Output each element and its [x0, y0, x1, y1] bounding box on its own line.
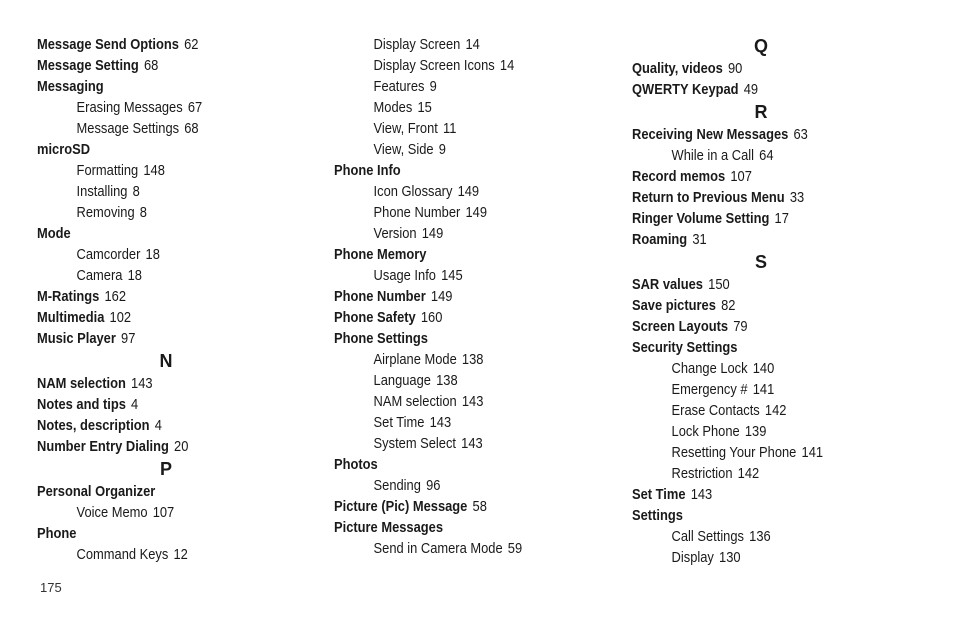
index-entry	[334, 454, 583, 475]
entry-term: Send in Camera Mode	[373, 540, 503, 557]
entry-page-ref: 12	[173, 546, 188, 563]
index-entry	[37, 139, 286, 160]
entry-page-ref: 9	[438, 141, 446, 158]
entry-term: microSD	[37, 141, 91, 158]
index-entry	[632, 484, 890, 505]
entry-page-ref: 82	[721, 297, 736, 314]
index-subentry	[334, 181, 583, 202]
entry-term: Display Screen	[373, 36, 461, 53]
entry-term: Change Lock	[671, 360, 748, 377]
index-subentry	[37, 544, 286, 565]
index-subentry	[334, 76, 583, 97]
entry-term: Message Send Options	[37, 36, 179, 53]
entry-page-ref: 11	[443, 120, 457, 137]
entry-page-ref: 138	[461, 351, 484, 368]
entry-term: NAM selection	[37, 375, 126, 392]
entry-page-ref: 143	[131, 375, 153, 392]
entry-term: Roaming	[632, 231, 688, 248]
entry-term: Set Time	[373, 414, 425, 431]
entry-term: Receiving New Messages	[632, 126, 789, 143]
entry-page-ref: 90	[727, 60, 743, 77]
index-entry	[632, 58, 890, 79]
entry-term: Version	[373, 225, 417, 242]
index-subentry	[334, 349, 583, 370]
index-subentry	[632, 421, 890, 442]
entry-term: Multimedia	[37, 309, 105, 326]
entry-page-ref: 63	[793, 126, 808, 143]
entry-page-ref: 62	[184, 36, 199, 53]
entry-term: Airplane Mode	[373, 351, 457, 368]
entry-page-ref: 14	[499, 57, 515, 74]
index-entry	[37, 436, 286, 457]
entry-term: Number Entry Dialing	[37, 438, 169, 455]
entry-page-ref: 160	[420, 309, 443, 326]
index-entry	[632, 505, 890, 526]
index-entry	[37, 55, 286, 76]
entry-page-ref: 141	[801, 444, 824, 461]
index-entry	[37, 34, 286, 55]
index-entry	[37, 394, 286, 415]
entry-term: Record memos	[632, 168, 726, 185]
entry-term: Camcorder	[76, 246, 141, 263]
entry-page-ref: 107	[152, 504, 175, 521]
entry-page-ref: 14	[465, 36, 480, 53]
page-number: 175	[40, 580, 62, 595]
entry-term: System Select	[373, 435, 457, 452]
index-subentry	[37, 244, 286, 265]
index-subentry	[37, 181, 286, 202]
entry-term: Save pictures	[632, 297, 716, 314]
entry-term: M-Ratings	[37, 288, 100, 305]
entry-page-ref: 162	[104, 288, 127, 305]
entry-page-ref: 107	[730, 168, 752, 185]
entry-term: Messaging	[37, 78, 104, 95]
entry-term: Language	[373, 372, 431, 389]
index-entry	[37, 328, 286, 349]
entry-term: Phone Memory	[334, 246, 427, 263]
index-subentry	[334, 433, 583, 454]
index-entry	[37, 307, 286, 328]
index-subentry	[632, 145, 890, 166]
index-entry	[37, 415, 286, 436]
entry-term: Photos	[334, 456, 378, 473]
index-entry	[632, 274, 890, 295]
entry-term: Call Settings	[671, 528, 744, 545]
entry-term: Removing	[76, 204, 135, 221]
entry-term: Resetting Your Phone	[671, 444, 797, 461]
index-entry	[37, 223, 286, 244]
index-column-3	[632, 34, 932, 568]
entry-term: Ringer Volume Setting	[632, 210, 770, 227]
index-entry	[37, 523, 286, 544]
section-letter: R	[754, 102, 768, 122]
index-subentry	[334, 34, 583, 55]
entry-term: View, Front	[373, 120, 438, 137]
entry-page-ref: 18	[127, 267, 142, 284]
entry-term: Picture (Pic) Message	[334, 498, 468, 515]
entry-term: Phone Number	[373, 204, 461, 221]
entry-term: Display	[671, 549, 714, 566]
index-subentry	[334, 139, 583, 160]
index-subentry	[37, 265, 286, 286]
entry-term: Notes, description	[37, 417, 150, 434]
entry-page-ref: 150	[708, 276, 730, 293]
entry-page-ref: 4	[131, 396, 139, 413]
entry-page-ref: 142	[764, 402, 787, 419]
entry-term: Lock Phone	[671, 423, 740, 440]
entry-term: Command Keys	[76, 546, 169, 563]
entry-page-ref: 58	[472, 498, 487, 515]
index-subentry	[334, 202, 583, 223]
entry-page-ref: 31	[692, 231, 707, 248]
entry-page-ref: 149	[430, 288, 453, 305]
entry-page-ref: 33	[789, 189, 805, 206]
entry-term: Sending	[373, 477, 421, 494]
entry-page-ref: 143	[429, 414, 452, 431]
entry-page-ref: 136	[749, 528, 771, 545]
section-letter: Q	[753, 36, 768, 56]
entry-term: Display Screen Icons	[373, 57, 495, 74]
entry-term: Formatting	[76, 162, 139, 179]
index-entry	[632, 124, 890, 145]
index-subentry	[334, 475, 583, 496]
entry-term: Restriction	[671, 465, 733, 482]
entry-page-ref: 96	[426, 477, 441, 494]
entry-page-ref: 49	[743, 81, 759, 98]
entry-term: Voice Memo	[76, 504, 148, 521]
entry-page-ref: 68	[143, 57, 159, 74]
index-subentry	[37, 502, 286, 523]
entry-page-ref: 97	[121, 330, 136, 347]
index-subentry	[334, 118, 583, 139]
entry-term: While in a Call	[671, 147, 755, 164]
entry-page-ref: 64	[759, 147, 774, 164]
entry-page-ref: 140	[752, 360, 775, 377]
index-subentry	[334, 370, 583, 391]
index-entry	[632, 337, 890, 358]
entry-term: Security Settings	[632, 339, 738, 356]
index-column-2	[334, 34, 624, 559]
index-subentry	[37, 97, 286, 118]
entry-term: Set Time	[632, 486, 686, 503]
entry-page-ref: 148	[143, 162, 165, 179]
entry-page-ref: 141	[752, 381, 775, 398]
entry-term: Emergency #	[671, 381, 748, 398]
section-letter: P	[159, 459, 172, 479]
entry-page-ref: 145	[441, 267, 463, 284]
index-entry	[37, 76, 286, 97]
entry-term: Notes and tips	[37, 396, 126, 413]
entry-term: View, Side	[373, 141, 434, 158]
index-column-1	[37, 34, 327, 565]
entry-term: Personal Organizer	[37, 483, 156, 500]
index-subentry	[334, 265, 583, 286]
entry-term: NAM selection	[373, 393, 457, 410]
entry-term: Phone Info	[334, 162, 401, 179]
entry-page-ref: 149	[421, 225, 444, 242]
index-subentry	[632, 526, 890, 547]
index-subentry	[334, 97, 583, 118]
index-entry	[632, 208, 890, 229]
entry-page-ref: 4	[154, 417, 162, 434]
index-entry	[334, 160, 583, 181]
index-entry	[334, 517, 583, 538]
entry-term: Message Setting	[37, 57, 139, 74]
entry-page-ref: 79	[733, 318, 748, 335]
entry-term: Camera	[76, 267, 123, 284]
index-subentry	[334, 391, 583, 412]
index-entry	[37, 286, 286, 307]
entry-term: Erasing Messages	[76, 99, 183, 116]
entry-term: Picture Messages	[334, 519, 443, 536]
index-subentry	[37, 202, 286, 223]
entry-page-ref: 142	[737, 465, 760, 482]
index-entry	[632, 187, 890, 208]
entry-term: Settings	[632, 507, 683, 524]
section-letter: N	[159, 351, 173, 371]
index-subentry	[334, 223, 583, 244]
entry-term: Installing	[76, 183, 128, 200]
entry-term: Return to Previous Menu	[632, 189, 785, 206]
entry-page-ref: 143	[461, 393, 484, 410]
index-subentry	[632, 379, 890, 400]
index-entry	[632, 229, 890, 250]
index-subentry	[632, 400, 890, 421]
index-subentry	[334, 55, 583, 76]
entry-page-ref: 15	[417, 99, 432, 116]
index-entry	[334, 307, 583, 328]
entry-term: Usage Info	[373, 267, 436, 284]
entry-page-ref: 8	[139, 204, 147, 221]
entry-term: Music Player	[37, 330, 116, 347]
entry-term: SAR values	[632, 276, 703, 293]
index-subentry	[334, 538, 583, 559]
entry-term: Icon Glossary	[373, 183, 453, 200]
index-entry	[334, 286, 583, 307]
section-letter: S	[754, 252, 767, 272]
index-subentry	[334, 412, 583, 433]
entry-term: Modes	[373, 99, 413, 116]
entry-term: Screen Layouts	[632, 318, 729, 335]
index-subentry	[632, 442, 890, 463]
entry-page-ref: 139	[744, 423, 767, 440]
index-subentry	[37, 160, 286, 181]
entry-term: Erase Contacts	[671, 402, 760, 419]
entry-page-ref: 149	[465, 204, 488, 221]
entry-page-ref: 143	[690, 486, 713, 503]
entry-page-ref: 68	[184, 120, 199, 137]
entry-page-ref: 102	[109, 309, 132, 326]
index-subentry	[632, 358, 890, 379]
entry-page-ref: 143	[461, 435, 483, 452]
entry-term: Quality, videos	[632, 60, 723, 77]
index-entry	[334, 244, 583, 265]
entry-page-ref: 149	[457, 183, 480, 200]
entry-page-ref: 59	[507, 540, 523, 557]
entry-term: QWERTY Keypad	[632, 81, 739, 98]
entry-term: Phone	[37, 525, 77, 542]
index-subentry	[632, 463, 890, 484]
index-entry	[37, 373, 286, 394]
index-entry	[632, 79, 890, 100]
entry-term: Message Settings	[76, 120, 180, 137]
index-subentry	[632, 547, 890, 568]
index-entry	[334, 496, 583, 517]
entry-page-ref: 67	[187, 99, 203, 116]
entry-page-ref: 17	[774, 210, 789, 227]
entry-term: Features	[373, 78, 425, 95]
index-entry	[334, 328, 583, 349]
entry-page-ref: 138	[436, 372, 458, 389]
entry-page-ref: 9	[429, 78, 437, 95]
index-entry	[37, 481, 286, 502]
entry-page-ref: 130	[719, 549, 741, 566]
entry-page-ref: 8	[132, 183, 140, 200]
entry-term: Phone Safety	[334, 309, 416, 326]
entry-page-ref: 18	[145, 246, 160, 263]
index-entry	[632, 295, 890, 316]
entry-page-ref: 20	[174, 438, 189, 455]
entry-term: Phone Number	[334, 288, 426, 305]
index-subentry	[37, 118, 286, 139]
entry-term: Phone Settings	[334, 330, 428, 347]
index-entry	[632, 316, 890, 337]
entry-term: Mode	[37, 225, 71, 242]
index-entry	[632, 166, 890, 187]
